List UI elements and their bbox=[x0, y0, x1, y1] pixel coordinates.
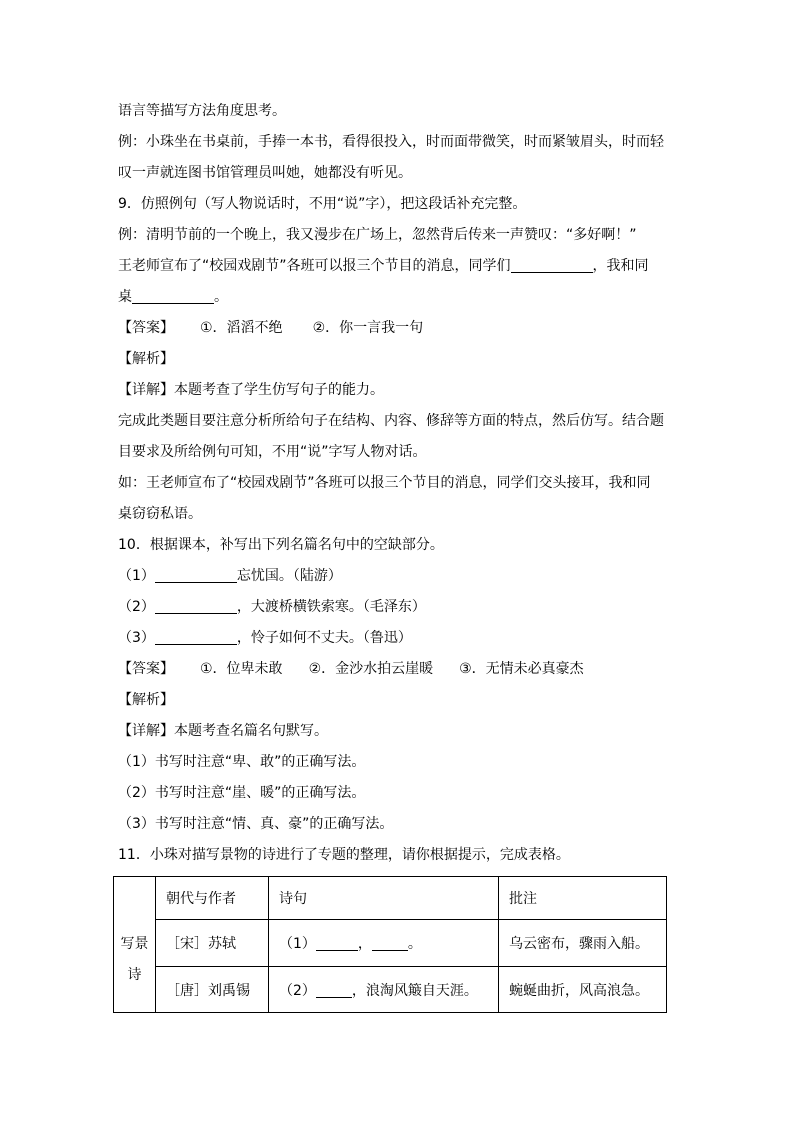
answer-item: ②．金沙水拍云崖暖 bbox=[308, 661, 434, 677]
question-10-item bbox=[118, 623, 678, 654]
poem-number: （1） bbox=[279, 936, 316, 952]
analysis-text: 如：王老师宣布了“校园戏剧节”各班可以报三个节目的消息，同学们交头接耳，我和同 bbox=[118, 475, 651, 491]
question-10-item bbox=[118, 592, 678, 623]
poem-cell bbox=[269, 920, 499, 967]
analysis-label: 【解析】 bbox=[118, 692, 174, 708]
side-label: 诗 bbox=[127, 967, 142, 983]
item-text: ，怜子如何不丈夫。（鲁迅） bbox=[236, 630, 412, 646]
answer-blank bbox=[511, 255, 593, 273]
question-9-title: 9．仿照例句（写人物说话时，不用“说”字），把这段话补充完整。 bbox=[118, 196, 527, 212]
text-segment: 。 bbox=[214, 289, 228, 305]
poem-text: ，浪淘风簸自天涯。 bbox=[351, 982, 478, 999]
analysis-detail: 【详解】本题考查了学生仿写句子的能力。 bbox=[118, 382, 384, 398]
column-header: 批注 bbox=[499, 877, 667, 920]
note-cell: 蜿蜒曲折，风高浪急。 bbox=[499, 967, 667, 1013]
table-header-row bbox=[114, 877, 667, 920]
item-text: ，大渡桥横铁索寒。（毛泽东） bbox=[236, 599, 426, 615]
answer-blank bbox=[155, 627, 237, 645]
poem-cell bbox=[269, 967, 499, 1013]
question-9-text bbox=[118, 251, 678, 282]
table-row bbox=[114, 967, 667, 1013]
answer-blank bbox=[372, 933, 408, 951]
question-11-title: 11．小珠对描写景物的诗进行了专题的整理，请你根据提示，完成表格。 bbox=[118, 847, 570, 863]
side-label-cell bbox=[114, 877, 156, 1013]
poem-text: ， bbox=[357, 936, 372, 952]
analysis-text: （1）书写时注意“卑、敢”的正确写法。 bbox=[118, 754, 366, 770]
text-segment: 桌 bbox=[118, 289, 132, 305]
item-number: （3） bbox=[118, 630, 155, 646]
question-9-text-cont bbox=[118, 282, 678, 313]
text-segment: 王老师宣布了“校园戏剧节”各班可以报三个节目的消息，同学们 bbox=[118, 258, 511, 274]
author-cell: ［唐］刘禹锡 bbox=[156, 967, 269, 1013]
answer-label: 【答案】 bbox=[118, 661, 174, 677]
analysis-label: 【解析】 bbox=[118, 351, 174, 367]
answer-item: ①．位卑未敢 bbox=[200, 661, 283, 677]
question-9-example: 例：清明节前的一个晚上，我又漫步在广场上，忽然背后传来一声赞叹：“多好啊！” bbox=[118, 227, 637, 243]
text-line: 叹一声就连图书馆管理员叫她，她都没有听见。 bbox=[118, 165, 412, 181]
answer-blank bbox=[132, 286, 214, 304]
document-body bbox=[118, 96, 678, 871]
answer-blank bbox=[316, 933, 358, 951]
analysis-text: 目要求及所给例句可知，不用“说”字写人物对话。 bbox=[118, 444, 427, 460]
answer-item: ③．无情未必真豪杰 bbox=[459, 661, 584, 677]
text-segment: ，我和同 bbox=[592, 258, 649, 274]
analysis-text: 完成此类题目要注意分析所给句子在结构、内容、修辞等方面的特点，然后仿写。结合题 bbox=[118, 413, 664, 429]
question-10-title: 10．根据课本，补写出下列名篇名句中的空缺部分。 bbox=[118, 537, 444, 553]
poem-text: 。 bbox=[407, 936, 422, 952]
item-number: （2） bbox=[118, 599, 155, 615]
answer-item: ①．滔滔不绝 bbox=[200, 320, 283, 336]
item-number: （1） bbox=[118, 568, 155, 584]
question-10-item bbox=[118, 561, 678, 592]
answer-blank bbox=[316, 980, 352, 998]
column-header: 诗句 bbox=[269, 877, 499, 920]
answer-blank bbox=[155, 565, 237, 583]
note-cell: 乌云密布，骤雨入船。 bbox=[499, 920, 667, 967]
author-cell: ［宋］苏轼 bbox=[156, 920, 269, 967]
analysis-text: （3）书写时注意“情、真、豪”的正确写法。 bbox=[118, 816, 394, 832]
table-row bbox=[114, 920, 667, 967]
analysis-detail: 【详解】本题考查名篇名句默写。 bbox=[118, 723, 328, 739]
answer-blank bbox=[155, 596, 237, 614]
side-label: 写景 bbox=[120, 936, 149, 952]
answer-label: 【答案】 bbox=[118, 320, 174, 336]
text-line: 例：小珠坐在书桌前，手捧一本书，看得很投入，时而面带微笑，时而紧皱眉头，时而轻 bbox=[118, 134, 664, 150]
analysis-text: （2）书写时注意“崖、暖”的正确写法。 bbox=[118, 785, 366, 801]
poetry-table bbox=[113, 876, 667, 1013]
poem-number: （2） bbox=[279, 982, 316, 999]
answer-line bbox=[118, 313, 678, 344]
text-line: 语言等描写方法角度思考。 bbox=[118, 103, 286, 119]
item-text: 忘忧国。（陆游） bbox=[236, 568, 342, 584]
answer-line bbox=[118, 654, 678, 685]
answer-item: ②．你一言我一句 bbox=[312, 320, 424, 336]
analysis-text: 桌窃窃私语。 bbox=[118, 506, 202, 522]
column-header: 朝代与作者 bbox=[156, 877, 269, 920]
